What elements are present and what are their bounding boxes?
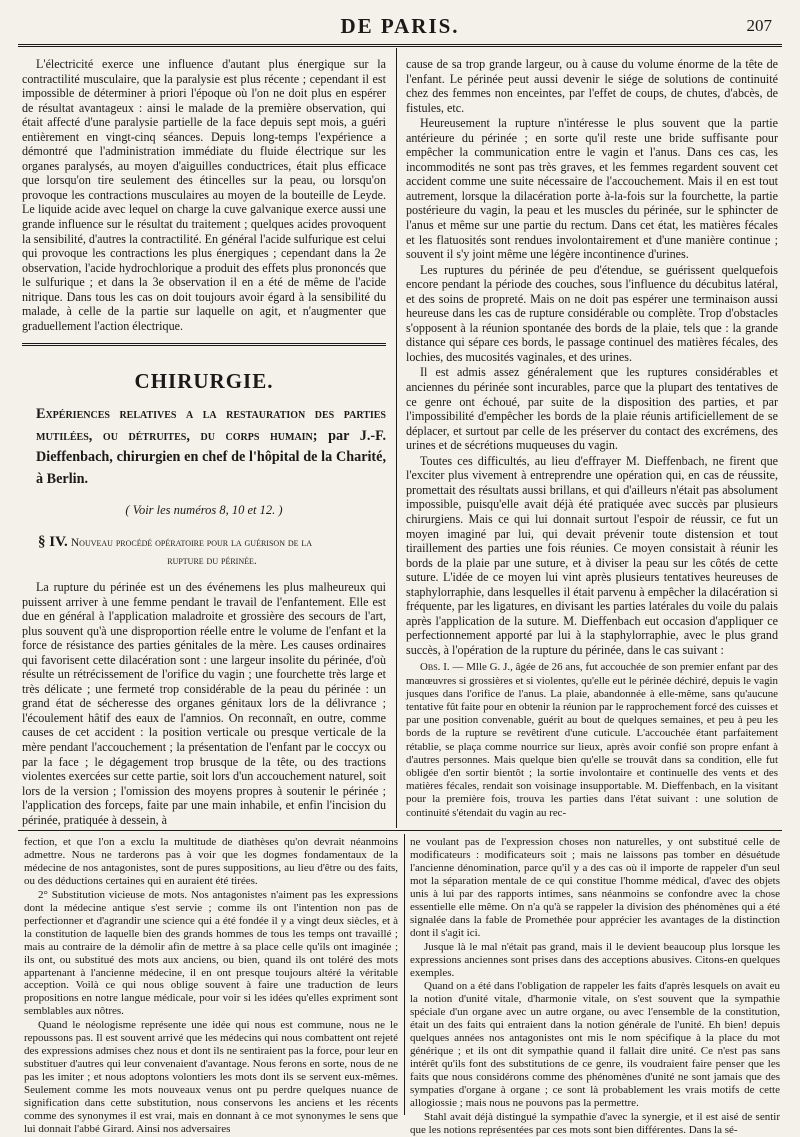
subsection-heading: [38, 533, 386, 570]
lower-article-text-left: [24, 836, 398, 1135]
paragraph: Stahl avait déjà distingué la sympathie d'avec la synergie, et il est aisé de sentir que les notions représentées par ces mots sont bien différentes. Dans la sé-: [410, 1111, 780, 1136]
lower-section-rule: [18, 830, 782, 831]
paragraph: Quand le néologisme représente une idée qui nous est commune, nous ne le repoussons pas. Il est souvent arrivé que les médecins qui nous combattent ont rejeté des expressions admises chez nous et dont ils ne sentiraient pas la force, pour leur en substituer d'autres qui leur convenaient d'avantage. Nous ferons en sorte, nous de ne pas les imiter ; et nous adoptons volontiers les mots dont ils se servent eux-mêmes. Seulement comme les mots nouveaux venus ont pu perdre quelques nuance de signification dans cette substitution, nous conservons les anciens et les récents comme des synonymes il est vrai, mais en donnant à ce mot synonymes le sens que lui donnait l'abbé Girard. Ainsi nos adversaires: [24, 1019, 398, 1135]
column-divider-upper: [396, 48, 397, 828]
paragraph: 2° Substitution vicieuse de mots. Nos antagonistes n'aiment pas les expressions dont la médecine antique s'est servie ; comme ils ont l'intention non pas de perfectionner et d'agrandir une science qui a été fondée il y a vingt deux siècles, et à la constitution de laquelle bien des grands hommes de tous les temps ont travaillé ; mais au contraire de la démolir afin de mettre à sa place celle qu'ils ont imaginée ; ils ont, ou substitué des mots aux anciens, ou bien, quand ils ont toléré des mots appartenant à l'ancienne médecine, il en ont presque toujours altéré la véritable acception. Voilà ce qui nous oblige souvent à faire une traduction de leurs propositions en notre langue médicale, pour voir si les idées qu'elles expriment sont semblables aux nôtres.: [24, 888, 398, 1018]
paragraph: Jusque là le mal n'était pas grand, mais il le devient beaucoup plus lorsque les expressions anciennes sont prises dans des acceptions abusives. Citons-en quelques exemples.: [410, 940, 780, 979]
paragraph: Heureusement la rupture n'intéresse le plus souvent que la partie antérieure du périnée ; en sorte qu'il reste une bride suffisante pour empêcher la communication entre le vagin et l'anus. Dans ces cas, les incommodités ne sont pas très graves, et les femmes regardent souvent cet accident comme une suite nécessaire de l'accouchement. Mais il en est tout autrement, lorsque la dilacération porte à-la-fois sur la fourchette, la partie postérieure du vagin, la peau et les muscles du périnée, sur le sphincter de l'anus et même sur une partie du rectum. Dans cet état, les matières fécales et les flatuosités sont rendues involontairement et d'une manière continue ; souvent il s'y joint même une légère incontinence d'urines.: [406, 116, 778, 262]
paragraph: L'électricité exerce une influence d'autant plus énergique sur la contractilité musculaire, que la paralysie est plus récente ; cependant il est impossible de déterminer à priori l'époque où l'on ne doit plus en espérer de résultat avantageux : ainsi le malade de la première observation, qui était affecté d'une paralysie partielle de la face depuis sept mois, a guéri entièrement en vingt-cinq séances. Depuis long-temps l'expérience a démontré que l'administration immédiate du fluide électrique sur les organes paralysés, au moyen d'aiguilles conductrices, était plus efficace que lorsqu'on tire seulement des étincelles sur la peau, ou lorsqu'on provoque les contractions musculaires au moyen de la bouteille de Leyde. Le liquide acide avec lequel on charge la cuve galvanique exerce aussi une grande influence sur le résultat du traitement ; quelques acides provoquent la sensibilité, d'autres la contractilité. En général l'acide sulfurique est celui qui provoque les contractions les plus énergiques ; cependant dans la 2e observation, l'acide hydrochlorique a produit des effets plus prononcés que le sulfurique ; et dans la 3e observation il en a été de même de l'acide nitrique. Dans tous les cas on doit toujours avoir égard à la sensibilité du malade, à celle de la partie sur laquelle on agit, et n'augmenter que graduellement l'action électrique.: [22, 57, 386, 333]
section-heading: CHIRURGIE.: [134, 369, 274, 393]
paragraph: Il est admis assez généralement que les ruptures considérables et anciennes du périnée sont incurables, parce que la plupart des tentatives de ce genre ont échoué, par suite de la disposition des parties, et par l'impossibilité d'empêcher les bords de la plaie réunis artificiellement de se déplacer, et surtout par celle de les préserver du contact des excrémens, des urines et de sécrétions muqueuses du vagin.: [406, 365, 778, 453]
article-title-prefix: Expériences relatives a la restauration des parties mutilées, ou détruites, du corps humain: [36, 406, 386, 444]
paragraph: cause de sa trop grande largeur, ou à cause du volume énorme de la tête de l'enfant. Le périnée peut aussi devenir le siége de solutions de continuité chez des femmes non enceintes, par l'effet de coups, de chutes, d'abcès, de fistules, etc.: [406, 57, 778, 115]
paragraph: Toutes ces difficultés, au lieu d'effrayer M. Dieffenbach, ne firent que l'exciter plus vivement à entreprendre une opération qui, en cas de réussite, promettait des résultats aussi brillans, et qui d'ailleurs n'était pas absolument impossible, puisqu'elle avait déjà été pratiquée avec succès par plusieurs chirurgiens. Mais ce qui lui donnait surtout l'espoir de réussir, ce fut un moyen imaginé par lui, qui devait prévenir toute distension et tout tiraillement des parties une fois réunies. Ce moyen consistait à réunir les bords de la plaie par une suture, et à diviser la peau sur les côtés de cette suture. L'idée de ce moyen lui vint après plusieurs tentatives heureuses de staphylorraphie, dans lesquelles il était parvenu à empêcher la dilacération si fréquente, par les ligatures, en divisant les parties latérales du voile du palais après l'application de la suture. M. Dieffenbach eut occasion d'appliquer ce perfectionnement apporté par lui à la staphylorraphie, avec le plus grand succès, à l'opération de la rupture du périnée, dans le cas suivant :: [406, 453, 778, 657]
electricity-article-text: [22, 57, 386, 333]
observation-text: — Mlle G. J., âgée de 26 ans, fut accouchée de son premier enfant par des manœuvres si grossières et si violentes, qu'elle eut le périnée déchiré, depuis le vagin jusques dans l'orifice de l'anus. La plaie, abandonnée à elle-même, sans qu'aucune tentative fût faite pour en obtenir la réunion par le rapprochement forcé des cuisses et par une position convenable, guérit au bout de quelques semaines, et peu à peu les bords de la rupture se revêtirent d'une cuticule. L'accouchée étant parfaitement rétablie, se plaça comme nourrice sur lieux, après avoir confié son propre enfant à d'autres personnes. Mais quelque bien qu'elle se trouvât dans sa condition, elle fut obligée d'en sortir bientôt ; la sortie involontaire et continuelle des vents et des matières fécales, rendait son voisinage insupportable. M. Dieffenbach, en la visitant pour la première fois, trouva les parties dans l'état suivant : une solution de continuité s'étendait du vagin au rec-: [406, 661, 778, 819]
article-title: [36, 404, 386, 490]
column-divider-lower: [404, 834, 405, 1115]
observation-label: Obs. I.: [420, 661, 450, 674]
running-title: DE PARIS.: [340, 14, 460, 38]
paragraph: ne voulant pas de l'expression choses non naturelles, y ont substitué celle de modificateurs : modificateurs soit ; mais ne laissons pas tomber en désuétude l'ancienne dénomination, parce qu'il y a des cas où il importe de rappeler d'un seul mot la séparation mentale de ce qui constitue l'homme médical, d'avec des objets unis à lui par des rapports intimes, sans néanmoins se confondre avec la chose essentielle elle même. On n'a qu'à se rappeler la division des phénomènes qui a été signalée dans la fable de Promethée pour apprécier les avantages de la distinction dont il s'agit ici.: [410, 836, 780, 939]
perinee-article-text-left: [22, 580, 386, 828]
subsection-title: Nouveau procédé opératoire pour la guérison de la: [70, 537, 313, 549]
header-rule: [18, 44, 782, 47]
page-number: 207: [746, 16, 772, 35]
subsection-title-line2: rupture du périnée.: [167, 555, 257, 567]
article-title-author: ; par J.-F. Dieffenbach, chirurgien en chef de l'hôpital de la Charité, à Berlin.: [36, 427, 386, 487]
lower-article-text-right: [410, 836, 780, 1136]
paragraph: Les ruptures du périnée de peu d'étendue, se guérissent quelquefois encore pendant la période des couches, sous l'influence du décubitus latéral, et des soins de propreté. Mais on ne doit pas espérer une terminaison aussi heureuse dans les cas de rupture considérable ou complète. Trop d'obstacles s'opposent à la réunion spontanée des bords de la plaie, tels que : la grande distance qui sépare ces bords, le passage continuel des matières fécales, des lochies, des mucosités vaginales, et des urines.: [406, 262, 778, 364]
observation-paragraph: [406, 661, 778, 819]
perinee-article-text-right: [406, 57, 778, 827]
article-separator: [22, 343, 386, 346]
paragraph: fection, et que l'on a exclu la multitude de diathèses qu'on devrait néanmoins admettre. Nous ne tarderons pas à voir que les dogmes fondamentaux de la médecine de nos antagonistes, sont de pures suppositions, au lieu d'être ou des faits, ou des déductions certaines qui en auraient été tirées.: [24, 836, 398, 887]
article-reference: ( Voir les numéros 8, 10 et 12. ): [125, 503, 283, 517]
paragraph: La rupture du périnée est un des événemens les plus malheureux qui puissent arriver à une femme pendant le travail de l'enfantement. Elle est due en général à l'application maladroite et grossière des secours de l'art, plus souvent qu'à une disproportion réelle entre le volume de l'enfant et la force de résistance des parties génitales de la mère. Les causes ordinaires qui favorisent cette dilacération sont : une largeur insolite du périnée, d'où résulte un rétrécissement de l'orifice du vagin ; une fourchette très large et très délicate ; une fermeté trop considérable de la peau du périnée : un grand état de sécheresse des organes génitaux lors de la délivrance ; l'écoulement hâtif des eaux de l'amnios. On reconnaît, en outre, comme causes de cet accident : la position verticale ou presque verticale de la mère pendant l'accouchement ; la présentation de l'enfant par le coccyx ou par la face ; le dégagement trop brusque de la tête, ou des tractions violentes exercées sur cette partie, soit lors d'un accouchement naturel, soit lors de la version ; l'omission des moyens propres à soutenir le périnée ; l'application des forceps, faite par une main inhabile, et enfin l'incision du périnée, pratiquée à dessein, à: [22, 580, 386, 827]
page-header: [20, 14, 780, 42]
subsection-number: § IV.: [38, 534, 68, 550]
paragraph: Quand on a été dans l'obligation de rappeler les faits d'après lesquels on avait eu la notion d'unité vitale, d'harmonie vitale, on s'est souvent que la sympathie spéciale d'un organe avec un autre organe, ou avec l'ensemble de la constitution, était un des faits qui entraient dans la notion générale de l'unité. Eh bien! depuis quelques années nos antagonistes ont mis le nom spécifique à la place du mot générique ; et ils ont dit sympathie quand il fallait dire unité. Ce n'est pas sans intérêt qu'ils font des substitutions de ce genre, ils voudraient faire penser que les faits que nous considérons comme des phénomènes d'unité ne sont jamais que des sympaties d'organe à organe ; ce sont là probablement les vrais motifs de cette allogiossie ; mais nous ne pouvons pas la permettre.: [410, 980, 780, 1110]
